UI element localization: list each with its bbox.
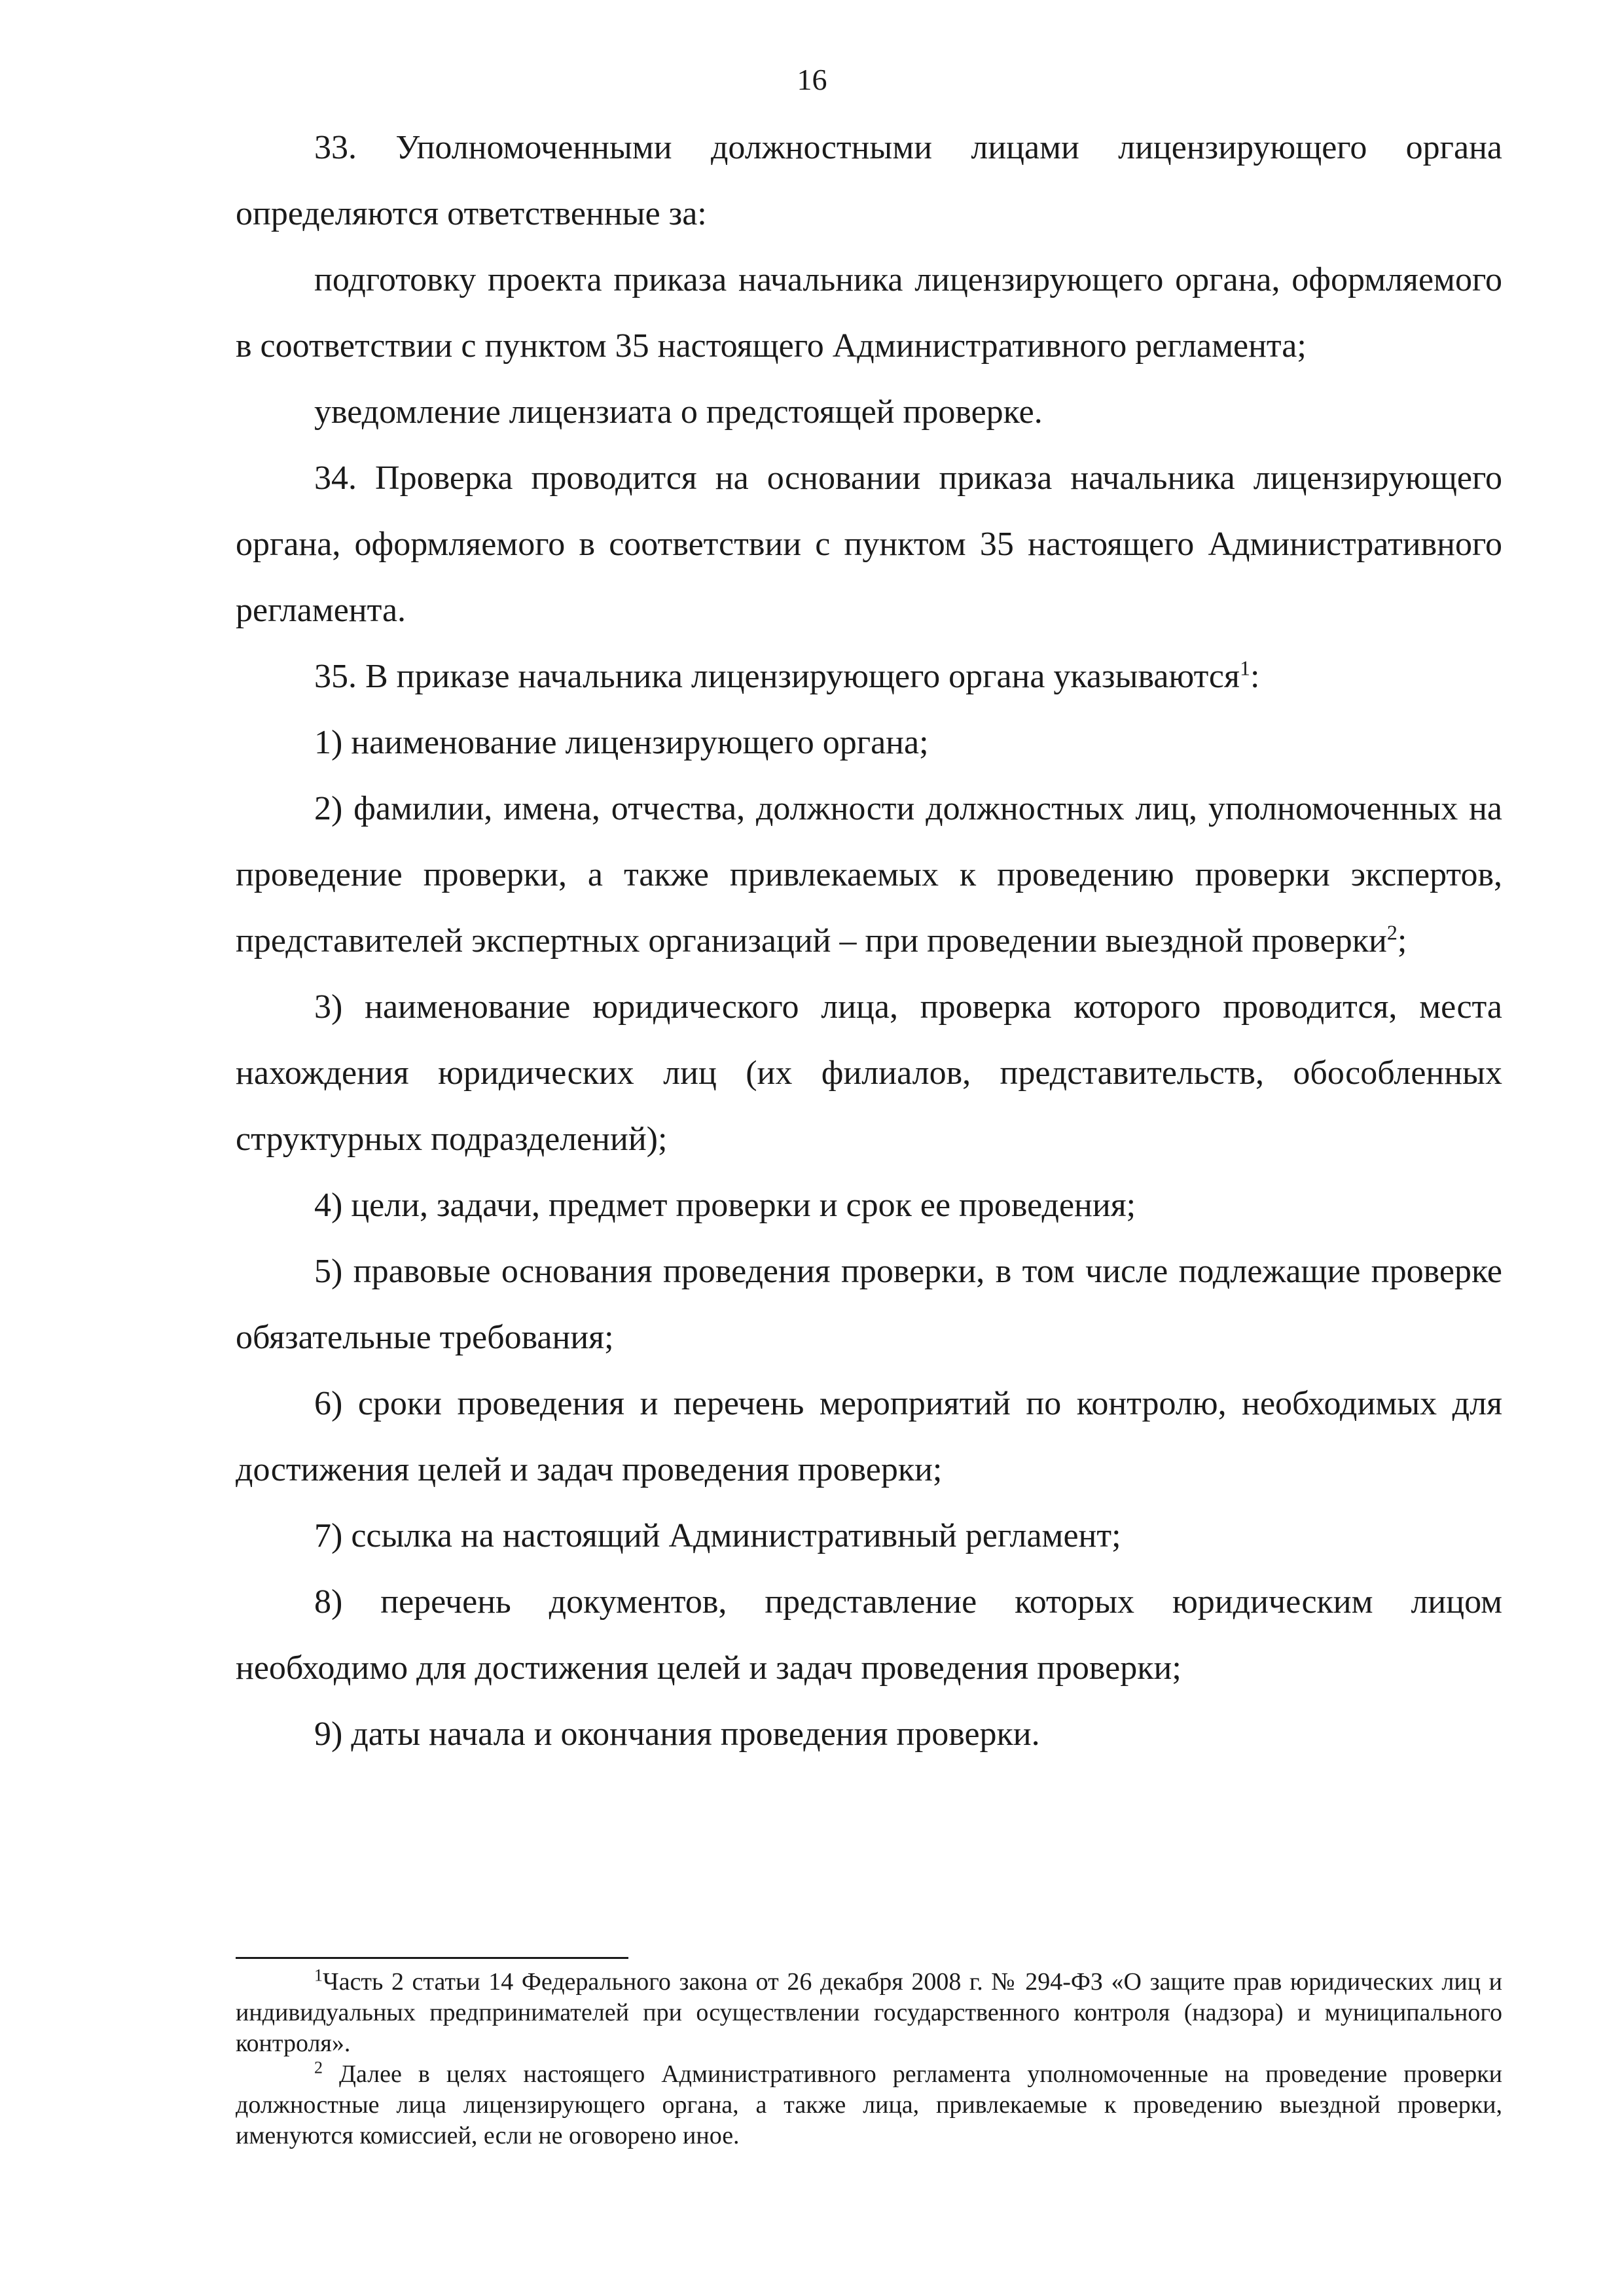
footnote-separator	[236, 1957, 628, 1959]
list-item-4: 4) цели, задачи, предмет проверки и срок ее проведения;	[314, 1187, 1136, 1224]
paragraph-34: 34. Проверка проводится на основании приказа начальника лицензирующего органа, оформляемого в соответствии с пунктом 35 настоящего Административного регламента.	[236, 459, 1502, 629]
paragraph-33: 33. Уполномоченными должностными лицами лицензирующего органа определяются ответственные за:	[236, 129, 1502, 232]
footnote-1: $^1$Часть 2 статьи 14 Федерального закона от 26 декабря 2008 г. № 294-ФЗ «О защите прав юридических лиц и индивидуальных предпринимателей при осуществлении государственного контроля (надзора) и муниципального контроля».	[236, 1965, 1502, 2057]
page-number: 16	[797, 63, 827, 96]
footnote-ref-2[interactable]: 2	[1386, 920, 1398, 944]
footnote-mark-2: 2	[314, 2058, 323, 2077]
document-body	[236, 115, 1502, 1767]
list-item-3: 3) наименование юридического лица, проверка которого проводится, места нахождения юридических лиц (их филиалов, представительств, обособленных структурных подразделений);	[236, 988, 1502, 1158]
list-item-6: 6) сроки проведения и перечень мероприятий по контролю, необходимых для достижения целей и задач проведения проверки;	[236, 1385, 1502, 1488]
paragraph-33-item-2: уведомление лицензиата о предстоящей проверке.	[314, 393, 1043, 431]
list-item-9: 9) даты начала и окончания проведения проверки.	[314, 1715, 1040, 1753]
list-item-2: 2) фамилии, имена, отчества, должности должностных лиц, уполномоченных на проведение проверки, а также привлекаемых к проведению проверки экспертов, представителей экспертных организаций – при проведении выездной проверки$^2$;	[236, 790, 1502, 960]
footnotes	[236, 1967, 1502, 2151]
list-item-7: 7) ссылка на настоящий Административный регламент;	[314, 1517, 1121, 1554]
paragraph-35: 35. В приказе начальника лицензирующего органа указываются$^1$:	[314, 656, 1260, 695]
footnote-ref-1[interactable]: 1	[1239, 656, 1250, 680]
list-item-5: 5) правовые основания проведения проверки, в том числе подлежащие проверке обязательные требования;	[236, 1253, 1502, 1356]
footnote-2: $^2$ Далее в целях настоящего Административного регламента уполномоченные на проведение проверки должностные лица лицензирующего органа, а также лица, привлекаемые к проведению выездной проверки, именуются комиссией, если не оговорено иное.	[236, 2058, 1503, 2149]
paragraph-33-item-1: подготовку проекта приказа начальника лицензирующего органа, оформляемого в соответствии с пунктом 35 настоящего Административного регламента;	[236, 261, 1502, 365]
list-item-1: 1) наименование лицензирующего органа;	[314, 724, 929, 761]
list-item-8: 8) перечень документов, представление которых юридическим лицом необходимо для достижения целей и задач проведения проверки;	[236, 1583, 1502, 1687]
footnote-mark-1: 1	[314, 1965, 323, 1985]
